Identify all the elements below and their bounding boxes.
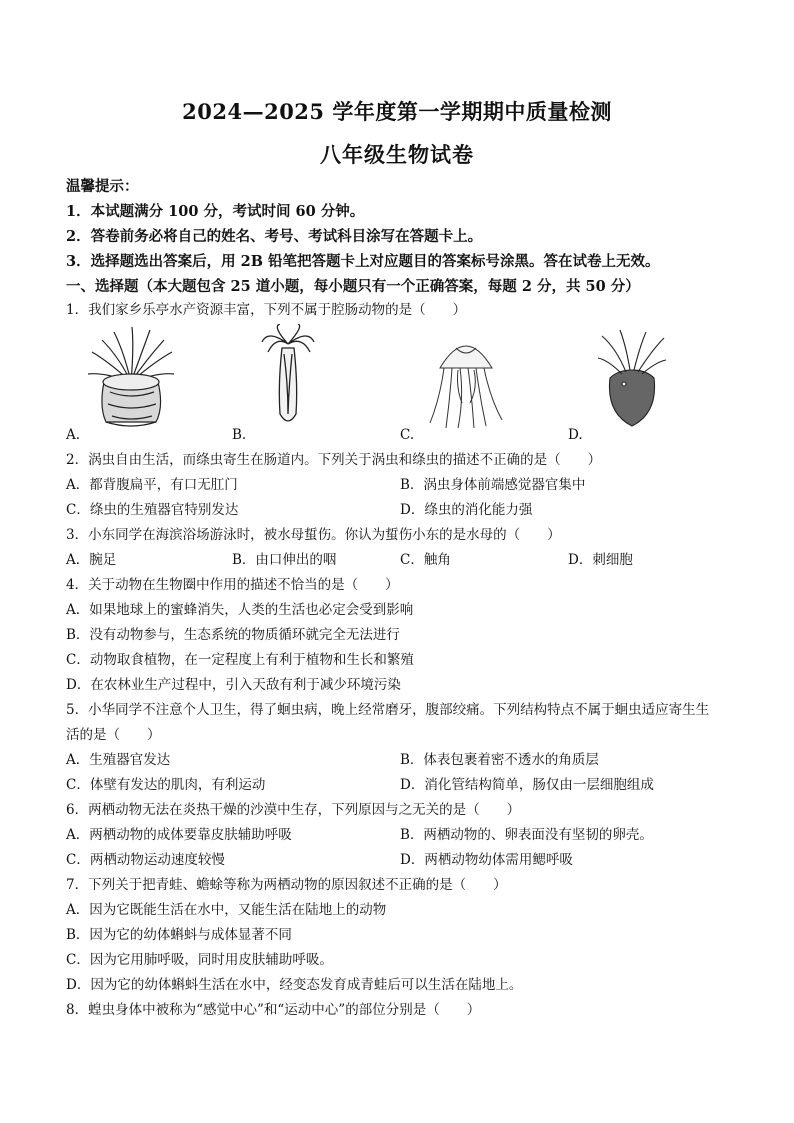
section-1-heading: 一、选择题（本大题包含 25 道小题，每小题只有一个正确答案，每题 2 分，共 50 分） (66, 278, 640, 295)
q3-option-d: D．刺细胞 (568, 552, 633, 568)
q2-option-b: B．涡虫身体前端感觉器官集中 (400, 477, 586, 493)
q3-option-c: C．触角 (400, 552, 451, 568)
q4-option-b: B．没有动物参与，生态系统的物质循环就完全无法进行 (66, 627, 400, 643)
q2-option-d: D．绦虫的消化能力强 (400, 502, 533, 518)
q3-option-a: A．腕足 (66, 552, 117, 568)
q4-option-a: A．如果地球上的蜜蜂消失，人类的生活也必定会受到影响 (66, 602, 414, 618)
q7-option-d: D．因为它的幼体蝌蚪生活在水中，经变态发育成青蛙后可以生活在陆地上。 (66, 977, 523, 993)
q1-label-d: D. (568, 427, 583, 443)
q6-option-d: D．两栖动物幼体需用鳃呼吸 (400, 852, 573, 868)
q5-stem-line1: 5．小华同学不注意个人卫生，得了蛔虫病，晚上经常磨牙，腹部绞痛。下列结构特点不属于蛔虫适应寄生生 (66, 702, 710, 718)
squid-image (596, 328, 668, 428)
q6-stem: 6．两栖动物无法在炎热干燥的沙漠中生存，下列原因与之无关的是（ ） (66, 802, 521, 818)
q2-option-a: A．都背腹扁平，有口无肛门 (66, 477, 238, 493)
q5-option-d: D．消化管结构简单，肠仅由一层细胞组成 (400, 777, 654, 793)
q4-stem: 4．关于动物在生物圈中作用的描述不恰当的是（ ） (66, 577, 399, 593)
exam-subtitle: 八年级生物试卷 (320, 142, 474, 167)
q1-stem: 1．我们家乡乐亭水产资源丰富，下列不属于腔肠动物的是（ ） (66, 302, 467, 318)
q6-option-b: B．两栖动物的、卵表面没有坚韧的卵壳。 (400, 827, 653, 843)
hydra-image (258, 324, 318, 430)
q3-option-b: B．由口伸出的咽 (232, 552, 337, 568)
q4-option-c: C．动物取食植物，在一定程度上有利于植物和生长和繁殖 (66, 652, 414, 668)
tip-1: 1．本试题满分 100 分，考试时间 60 分钟。 (66, 203, 365, 220)
tips-heading: 温馨提示： (66, 178, 139, 195)
q1-label-b: B. (232, 427, 247, 443)
q7-stem: 7．下列关于把青蛙、蟾蜍等称为两栖动物的原因叙述不正确的是（ ） (66, 877, 507, 893)
q8-stem: 8．蝗虫身体中被称为“感觉中心”和“运动中心”的部位分别是（ ） (66, 1002, 481, 1018)
q5-stem-line2: 活的是（ ） (66, 727, 161, 743)
q3-stem: 3．小东同学在海滨浴场游泳时，被水母蜇伤。你认为蜇伤小东的是水母的（ ） (66, 527, 561, 543)
q5-option-a: A．生殖器官发达 (66, 752, 171, 768)
q1-label-c: C. (400, 427, 415, 443)
q2-stem: 2．涡虫自由生活，而绦虫寄生在肠道内。下列关于涡虫和绦虫的描述不正确的是（ ） (66, 452, 602, 468)
tip-3: 3．选择题选出答案后，用 2B 铅笔把答题卡上对应题目的答案标号涂黑。答在试卷上无效。 (66, 253, 660, 270)
q1-label-a: A. (66, 427, 81, 443)
sea-anemone-image (84, 322, 178, 430)
tip-2: 2．答卷前务必将自己的姓名、考号、考试科目涂写在答题卡上。 (66, 228, 483, 245)
q5-option-c: C．体壁有发达的肌肉，有利运动 (66, 777, 266, 793)
q7-option-b: B．因为它的幼体蝌蚪与成体显著不同 (66, 927, 292, 943)
q7-option-c: C．因为它用肺呼吸，同时用皮肤辅助呼吸。 (66, 952, 333, 968)
q4-option-d: D．在农林业生产过程中，引入天敌有利于减少环境污染 (66, 677, 401, 693)
q5-option-b: B．体表包裹着密不透水的角质层 (400, 752, 599, 768)
q6-option-c: C．两栖动物运动速度较慢 (66, 852, 225, 868)
q7-option-a: A．因为它既能生活在水中，又能生活在陆地上的动物 (66, 902, 387, 918)
q6-option-a: A．两栖动物的成体要靠皮肤辅助呼吸 (66, 827, 292, 843)
exam-title: 2024—2025 学年度第一学期期中质量检测 (182, 99, 612, 124)
q2-option-c: C．绦虫的生殖器官特别发达 (66, 502, 239, 518)
jellyfish-image (420, 328, 512, 430)
